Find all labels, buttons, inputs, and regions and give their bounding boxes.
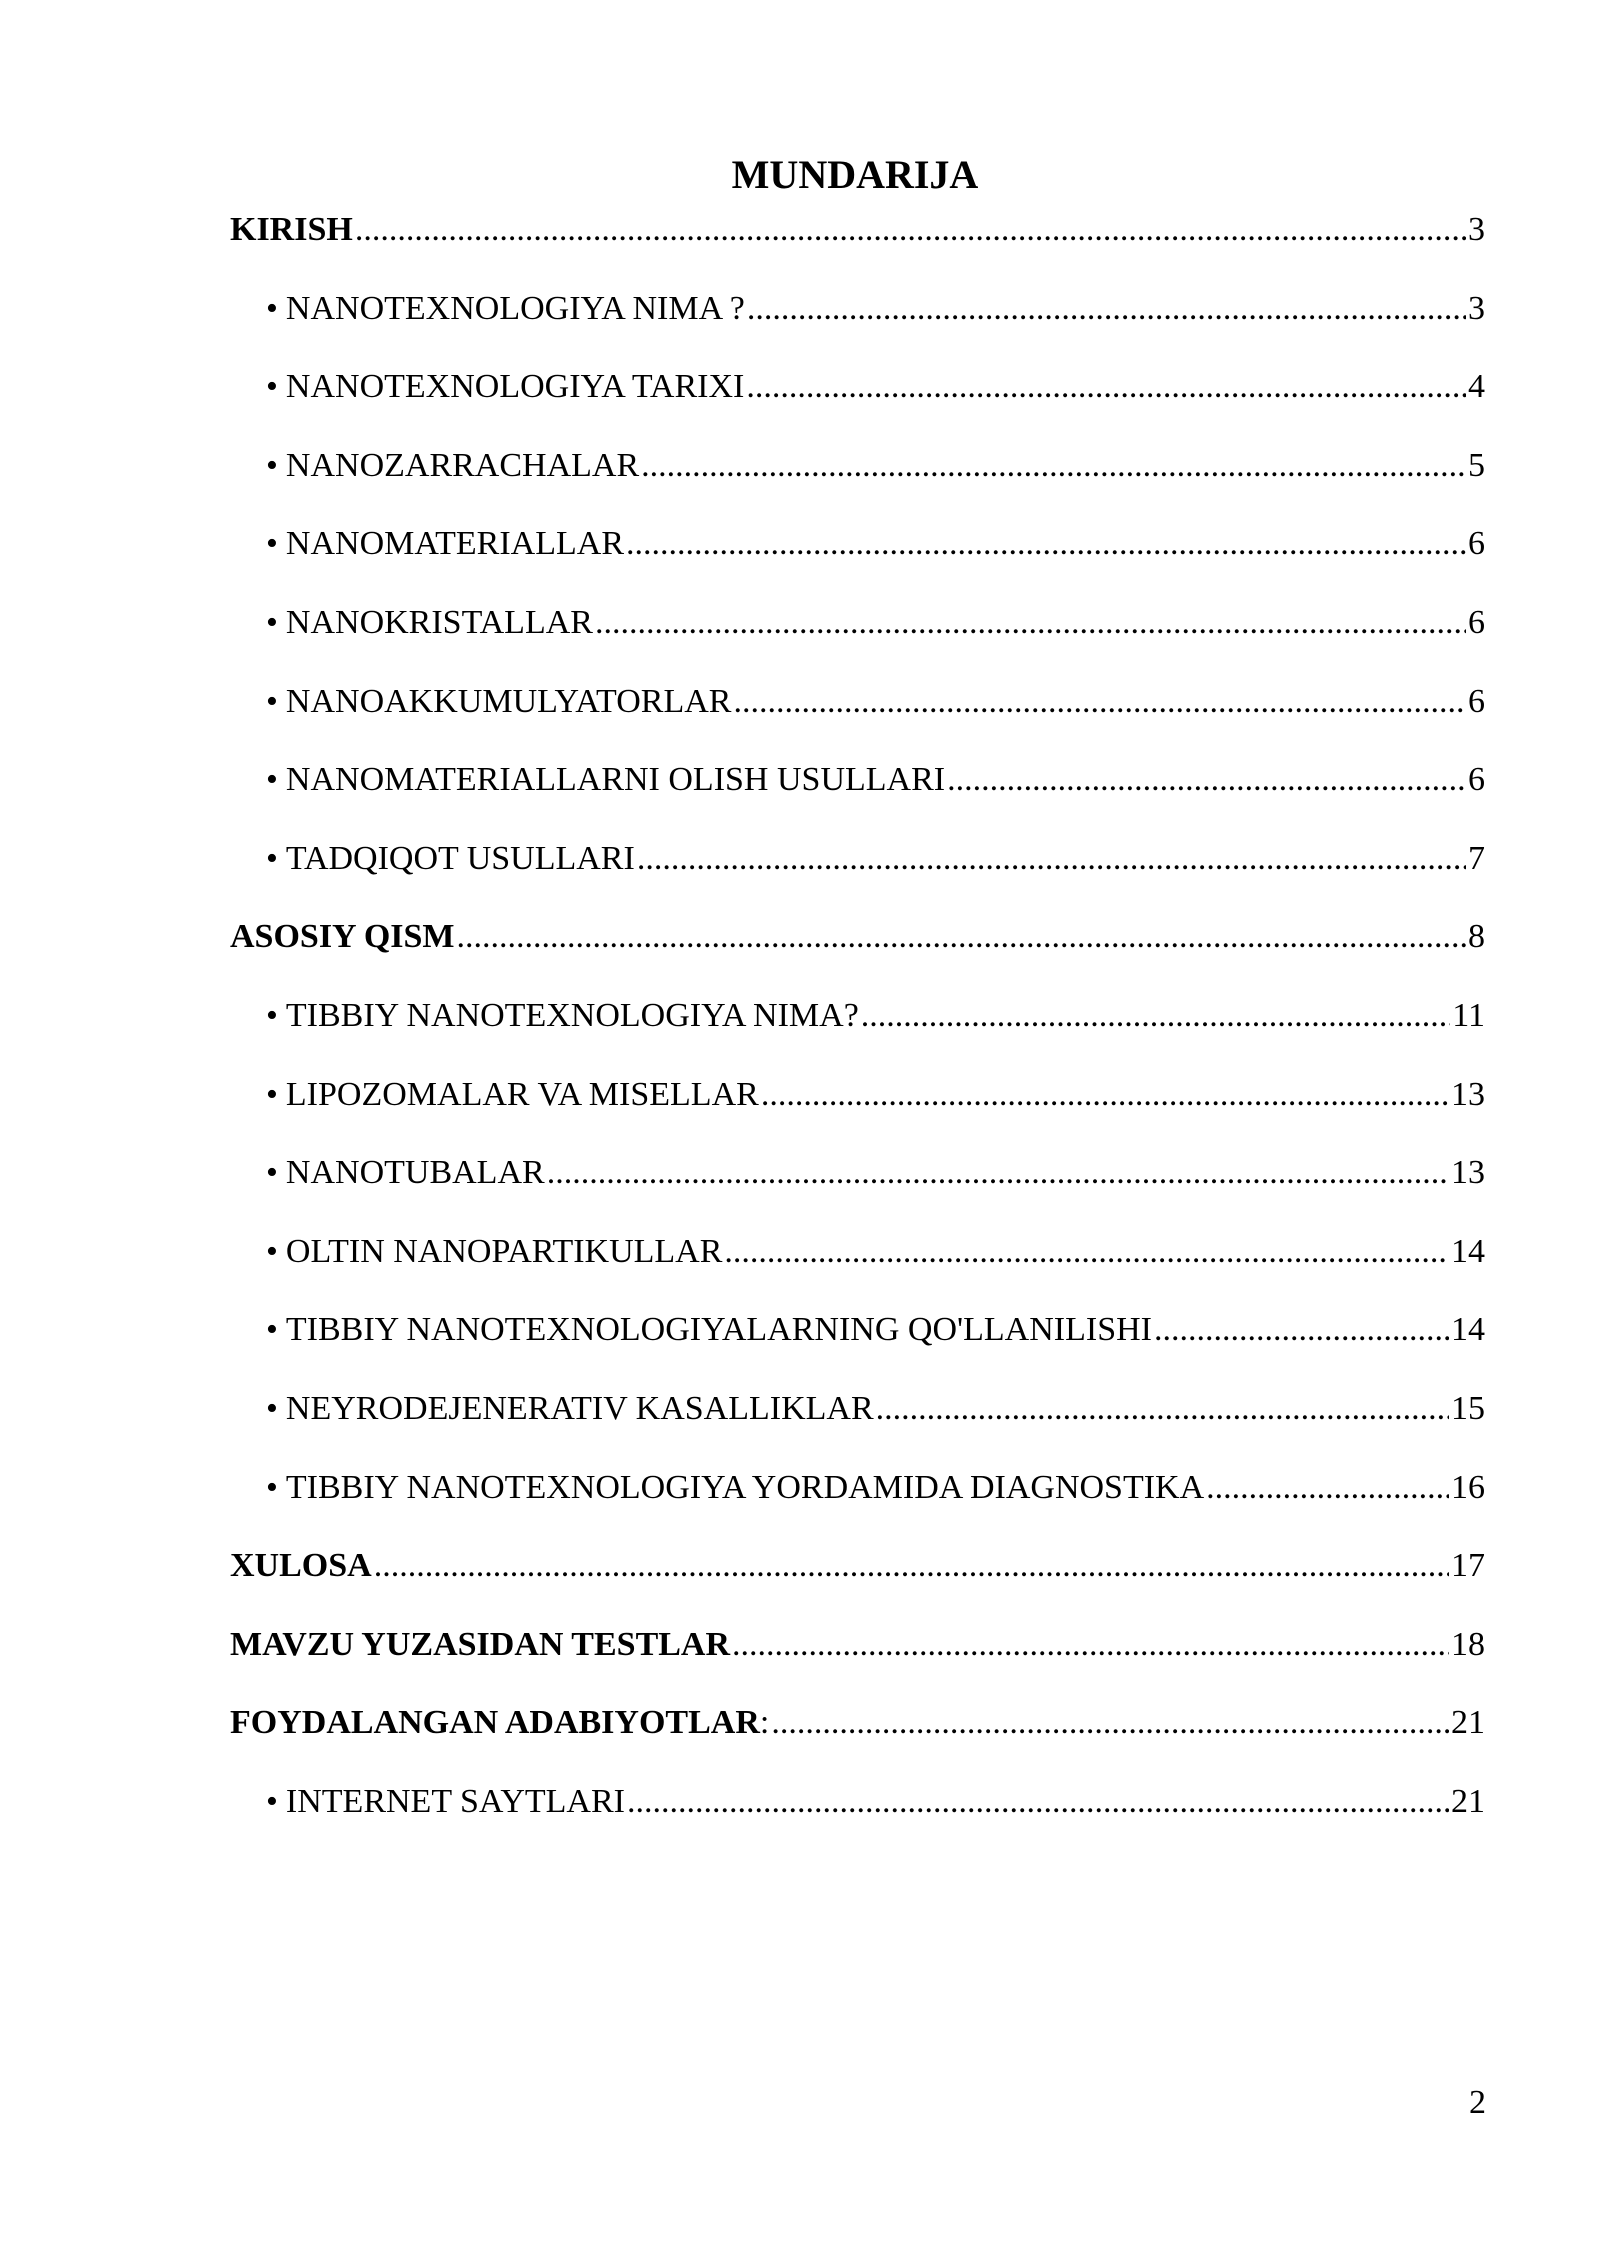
toc-title: MUNDARIJA [731, 152, 979, 197]
dot-leader [761, 1065, 1449, 1125]
toc-entry[interactable] [230, 1222, 1485, 1301]
toc-entry-page: 17 [1451, 1547, 1485, 1585]
toc-entry[interactable] [230, 1615, 1485, 1694]
toc-entry-page: 6 [1468, 682, 1485, 720]
toc-entry-label: LIPOZOMALAR VA MISELLAR [285, 1075, 759, 1113]
dot-leader [374, 1536, 1449, 1596]
dot-leader [861, 986, 1450, 1046]
dot-leader [876, 1379, 1449, 1439]
bullet-icon: • [266, 289, 278, 327]
toc-entry[interactable] [230, 357, 1485, 436]
dot-leader [1206, 1458, 1449, 1518]
toc-entry-label: NANOTEXNOLOGIYA NIMA ? [285, 289, 745, 327]
dot-leader [747, 279, 1466, 339]
toc-entry-page: 18 [1451, 1625, 1485, 1663]
dot-leader [637, 829, 1466, 889]
toc-entry[interactable] [230, 279, 1485, 358]
toc-entry-page: 7 [1468, 839, 1485, 877]
dot-leader [724, 1222, 1449, 1282]
dot-leader [1154, 1300, 1449, 1360]
bullet-icon: • [266, 1154, 278, 1192]
bullet-icon: • [266, 603, 278, 641]
toc-entry[interactable] [230, 1693, 1485, 1772]
toc-entry-label: TIBBIY NANOTEXNOLOGIYA NIMA? [285, 996, 859, 1034]
bullet-icon: • [266, 996, 278, 1034]
toc-entry-page: 13 [1451, 1154, 1485, 1192]
toc-entry-page: 21 [1451, 1704, 1485, 1742]
bullet-icon: • [266, 1782, 278, 1820]
bullet-icon: • [266, 761, 278, 799]
toc-entry-label: OLTIN NANOPARTIKULLAR [285, 1232, 723, 1270]
dot-leader [641, 436, 1466, 496]
toc-entry-page: 5 [1468, 446, 1485, 484]
bullet-icon: • [266, 1311, 278, 1349]
toc-entry-label: NEYRODEJENERATIV KASALLIKLAR [285, 1389, 874, 1427]
toc-entry-page: 11 [1452, 996, 1485, 1034]
dot-leader [595, 593, 1466, 653]
bullet-icon: • [266, 368, 278, 406]
toc-entry-label: TADQIQOT USULLARI [285, 839, 635, 877]
toc-entry-label: TIBBIY NANOTEXNOLOGIYA YORDAMIDA DIAGNOSTIKA [285, 1468, 1205, 1506]
toc-entry[interactable] [230, 200, 1485, 279]
toc-entry[interactable] [230, 1143, 1485, 1222]
bullet-icon: • [266, 1075, 278, 1113]
toc-entry-label: NANOZARRACHALAR [285, 446, 640, 484]
toc-entry-page: 14 [1451, 1311, 1485, 1349]
dot-leader [733, 672, 1466, 732]
toc-entry[interactable] [230, 986, 1485, 1065]
dot-leader [547, 1143, 1449, 1203]
toc-entry[interactable] [230, 1300, 1485, 1379]
dot-leader [947, 750, 1466, 810]
bullet-icon: • [266, 525, 278, 563]
toc-entry-label: ASOSIY QISM [230, 918, 455, 956]
dot-leader [457, 907, 1466, 967]
toc-entry-label: MAVZU YUZASIDAN TESTLAR [230, 1625, 731, 1663]
toc-entry[interactable] [230, 672, 1485, 751]
toc-entry-page: 14 [1451, 1232, 1485, 1270]
toc-entry[interactable] [230, 907, 1485, 986]
toc-entry[interactable] [230, 514, 1485, 593]
bullet-icon: • [266, 1468, 278, 1506]
toc-entry[interactable] [230, 829, 1485, 908]
dot-leader [627, 1772, 1449, 1832]
toc-entry-page: 15 [1451, 1389, 1485, 1427]
bullet-icon: • [266, 1232, 278, 1270]
toc-entry-page: 16 [1451, 1468, 1485, 1506]
table-of-contents [230, 200, 1485, 1850]
toc-entry-page: 6 [1468, 761, 1485, 799]
toc-entry[interactable] [230, 1772, 1485, 1851]
toc-entry[interactable] [230, 1458, 1485, 1537]
dot-leader [771, 1693, 1449, 1753]
toc-entry-page: 21 [1451, 1782, 1485, 1820]
bullet-icon: • [266, 446, 278, 484]
toc-entry-label: KIRISH [230, 211, 353, 248]
toc-entry[interactable] [230, 750, 1485, 829]
toc-entry-label: NANOAKKUMULYATORLAR [285, 682, 732, 720]
dot-leader [732, 1615, 1449, 1675]
dot-leader [355, 200, 1466, 260]
toc-entry[interactable] [230, 593, 1485, 672]
dot-leader [746, 357, 1466, 417]
toc-entry-page: 3 [1468, 289, 1485, 327]
toc-entry[interactable] [230, 1536, 1485, 1615]
bullet-icon: • [266, 1389, 278, 1427]
toc-entry[interactable] [230, 1065, 1485, 1144]
toc-entry-page: 13 [1451, 1075, 1485, 1113]
toc-entry[interactable] [230, 1379, 1485, 1458]
toc-entry-page: 4 [1468, 368, 1485, 406]
toc-entry[interactable] [230, 436, 1485, 515]
toc-entry-suffix: : [759, 1704, 770, 1742]
toc-entry-page: 8 [1468, 918, 1485, 956]
toc-entry-label: FOYDALANGAN ADABIYOTLAR [230, 1704, 760, 1742]
toc-entry-page: 3 [1468, 211, 1485, 248]
toc-entry-page: 6 [1468, 603, 1485, 641]
toc-entry-page: 6 [1468, 525, 1485, 563]
bullet-icon: • [266, 839, 278, 877]
page-number: 2 [1469, 2084, 1486, 2121]
toc-entry-label: NANOMATERIALLAR [285, 525, 624, 563]
toc-entry-label: NANOKRISTALLAR [285, 603, 593, 641]
toc-entry-label: XULOSA [230, 1547, 372, 1585]
toc-entry-label: NANOTEXNOLOGIYA TARIXI [285, 368, 745, 406]
toc-entry-label: INTERNET SAYTLARI [285, 1782, 625, 1820]
toc-entry-label: NANOMATERIALLARNI OLISH USULLARI [285, 761, 946, 799]
dot-leader [626, 514, 1466, 574]
bullet-icon: • [266, 682, 278, 720]
toc-entry-label: NANOTUBALAR [285, 1154, 545, 1192]
toc-entry-label: TIBBIY NANOTEXNOLOGIYALARNING QO'LLANILISHI [285, 1311, 1152, 1349]
